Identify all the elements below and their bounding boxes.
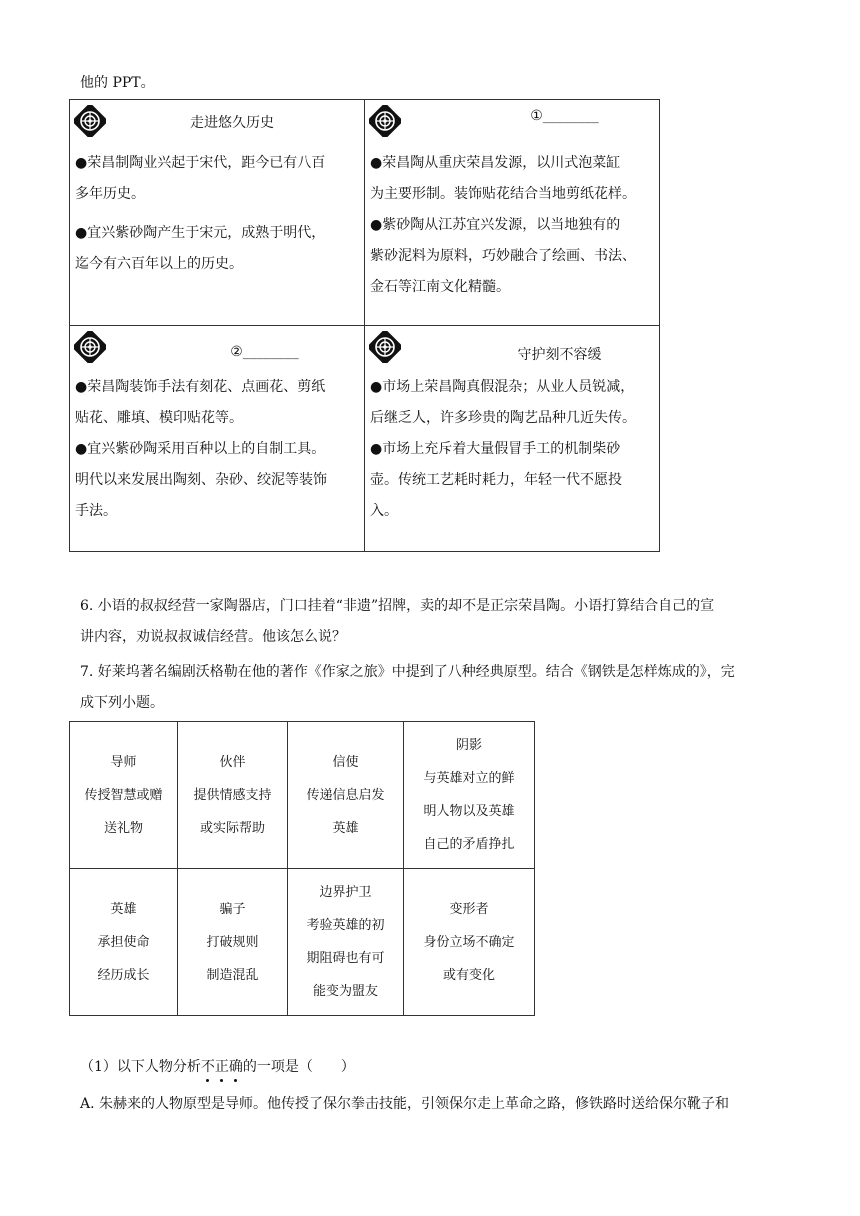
bullet-text: ●宜兴紫砂陶采用百种以上的自制工具。 明代以来发展出陶刻、杂砂、绞泥等装饰 手法。 bbox=[75, 441, 327, 519]
bullet-text: ●市场上荣昌陶真假混杂；从业人员锐减， 后继乏人，许多珍贵的陶艺品种几近失传。 bbox=[370, 379, 636, 426]
archetype-cell: 伙伴 提供情感支持 或实际帮助 bbox=[178, 722, 288, 869]
ppt-cell-protection bbox=[365, 326, 660, 552]
bullet-text: ●荣昌陶从重庆荣昌发源，以川式泡菜缸 为主要形制。装饰贴花结合当地剪纸花样。 bbox=[370, 155, 636, 202]
emphasis-char: 确 bbox=[228, 1059, 243, 1075]
intro-line: 他的 PPT。 bbox=[80, 75, 155, 91]
cell-title-blank-1: ①________ bbox=[530, 108, 599, 124]
ppt-cell-technique bbox=[70, 326, 365, 552]
archetype-cell: 阴影 与英雄对立的鲜 明人物以及英雄 自己的矛盾挣扎 bbox=[404, 722, 535, 869]
ppt-cell-origin bbox=[365, 100, 660, 326]
archetype-cell: 骗子 打破规则 制造混乱 bbox=[178, 869, 288, 1016]
bullet-text: ●市场上充斥着大量假冒手工的机制柴砂 壶。传统工艺耗时耗力，年轻一代不愿投 入。 bbox=[370, 441, 622, 519]
question-7-line-2: 成下列小题。 bbox=[80, 695, 164, 711]
bullet-text: ●荣昌陶装饰手法有刻花、点画花、剪纸 贴花、雕填、模印贴花等。 bbox=[75, 379, 326, 426]
ppt-table bbox=[69, 99, 660, 552]
question-7-1: （1）以下人物分析不正确的一项是（ ） bbox=[80, 1059, 355, 1075]
cell-title: 守护刻不容缓 bbox=[517, 347, 602, 363]
ppt-cell-history bbox=[70, 100, 365, 326]
question-6-line-2: 讲内容，劝说叔叔诚信经营。他该怎么说？ bbox=[80, 629, 346, 645]
archetype-cell: 变形者 身份立场不确定 或有变化 bbox=[404, 869, 535, 1016]
question-7-line-1: 7. 好莱坞著名编剧沃格勒在他的著作《作家之旅》中提到了八种经典原型。结合《钢铁是怎样炼成的》，完 bbox=[80, 664, 735, 680]
question-6-line-1: 6. 小语的叔叔经营一家陶器店，门口挂着“非遗”招牌，卖的却不是正宗荣昌陶。小语打算结合自己的宣 bbox=[80, 598, 715, 614]
bullet-text: ●荣昌制陶业兴起于宋代，距今已有八百 多年历史。 bbox=[75, 155, 326, 202]
emphasis-char: 正 bbox=[214, 1059, 229, 1075]
bullet-text: ●紫砂陶从江苏宜兴发源，以当地独有的 紫砂泥料为原料，巧妙融合了绘画、书法、 金石等江南文化精髓。 bbox=[370, 217, 636, 295]
emphasis-char: 不 bbox=[200, 1059, 215, 1075]
archetype-table bbox=[69, 721, 535, 1016]
archetype-cell: 信使 传递信息启发 英雄 bbox=[288, 722, 404, 869]
archetype-cell: 英雄 承担使命 经历成长 bbox=[70, 869, 178, 1016]
bullet-text: ●宜兴紫砂陶产生于宋元，成熟于明代， 迄今有六百年以上的历史。 bbox=[75, 225, 326, 272]
archetype-cell: 边界护卫 考验英雄的初 期阻碍也有可 能变为盟友 bbox=[288, 869, 404, 1016]
cell-title-blank-2: ②________ bbox=[230, 344, 299, 360]
option-a: A. 朱赫来的人物原型是导师。他传授了保尔拳击技能，引领保尔走上革命之路，修铁路时送给保尔靴子和 bbox=[80, 1096, 730, 1112]
cell-title: 走进悠久历史 bbox=[190, 115, 274, 131]
archetype-cell: 导师 传授智慧或赠 送礼物 bbox=[70, 722, 178, 869]
